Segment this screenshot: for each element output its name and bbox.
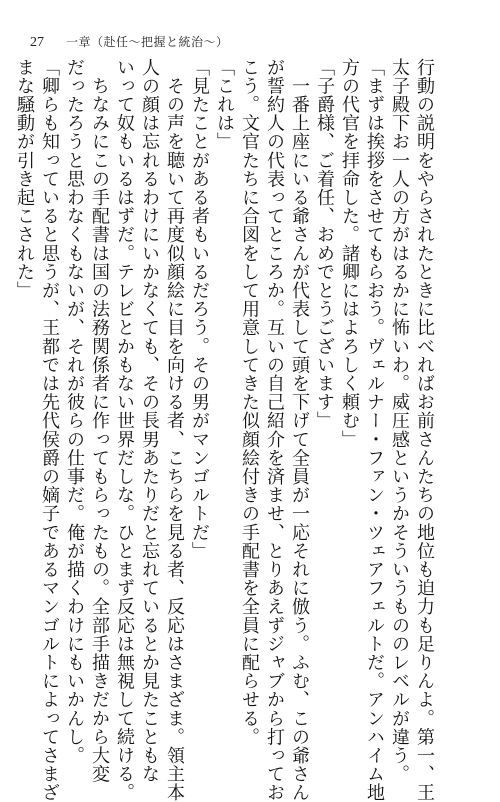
text-line: ちなみにこの手配書は国の法務関係者に作ってもらったもの。全部手描きだから大変 (89, 58, 110, 784)
text-line: こう。文官たちに合図をして用意してきた似顔絵付きの手配書を全員に配らせる。 (239, 58, 260, 747)
text-line: 「これは」 (214, 58, 235, 151)
text-line: 「まずは挨拶をさせてもらおう。ヴェルナー・ファン・ツェアフェルトだ。アンハイム地 (364, 58, 385, 802)
vertical-text-body (14, 58, 437, 802)
text-line: 太子殿下お一人の方がはるかに怖いわ。威圧感というかそういうもののレベルが違う。 (389, 58, 410, 784)
text-line: 「卿らも知っていると思うが、王都では先代侯爵の嫡子であるマンゴルトによってさまざ (39, 58, 60, 802)
text-line: 一番上座にいる爺さんが代表して頭を下げて全員が一応それに倣う。ふむ、この爺さん (289, 58, 310, 802)
chapter-title: 一章（赴任～把握と統治～） (66, 35, 229, 49)
text-line: まな騒動が引き起こされた」 (14, 58, 35, 300)
page-header (30, 33, 229, 51)
text-line: 「子爵様、ご着任、おめでとうございます」 (314, 58, 335, 430)
text-line: が誓約人の代表ってところか。互いの自己紹介を済ませ、とりあえずジャブから打ってお (264, 58, 285, 802)
text-line: だったろうと思わなくもないが、それが彼らの仕事だ。俺が描くわけにもいかんし。 (64, 58, 85, 765)
text-line: いって奴もいるはずだ。テレビとかもない世界だしな。ひとまず反応は無視して続ける。 (114, 58, 135, 802)
text-line: 「見たことがある者もいるだろう。その男がマンゴルトだ」 (189, 58, 210, 561)
text-line: 人の顔は忘れるわけにいかなくても、その長男あたりだと忘れているとか見たこともな (139, 58, 160, 784)
page-number: 27 (30, 35, 44, 50)
text-line: 行動の説明をやらされたときに比べればお前さんたちの地位も迫力も足りんよ。第一、王 (414, 58, 435, 802)
text-line: その声を聴いて再度似顔絵に目を向ける者、こちらを見る者、反応はさまざま。領主本 (164, 58, 185, 802)
text-line: 方の代官を拝命した。諸卿にはよろしく頼む」 (339, 58, 360, 449)
